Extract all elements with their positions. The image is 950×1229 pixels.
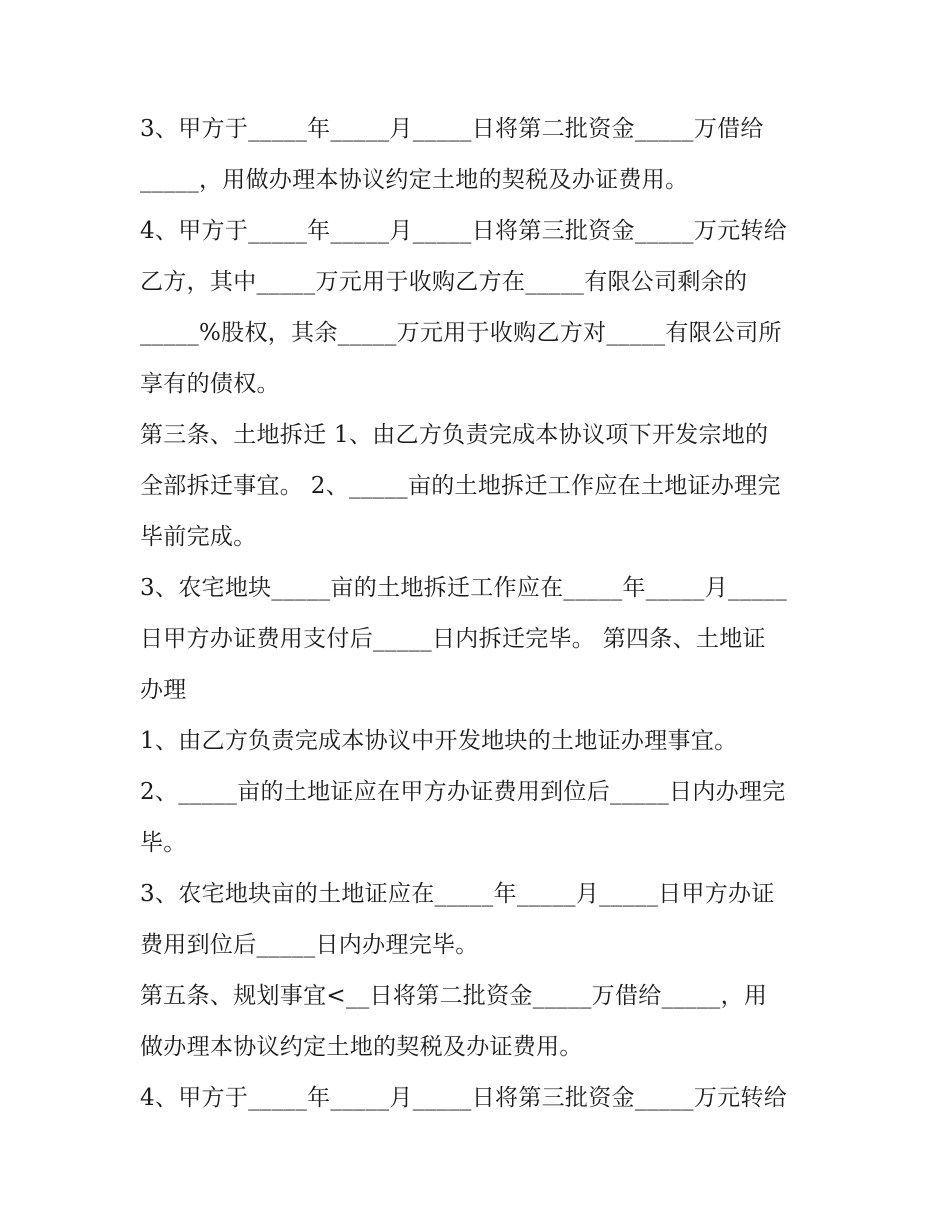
text-line: 第三条、土地拆迁 1、由乙方负责完成本协议项下开发宗地的 <box>140 422 769 448</box>
document-body <box>140 104 830 1124</box>
text-line: 1、由乙方负责完成本协议中开发地块的土地证办理事宜。 <box>140 728 738 754</box>
text-line: 费用到位后_____日内办理完毕。 <box>140 932 479 958</box>
text-line: 办理 <box>140 677 187 703</box>
text-line: 做办理本协议约定土地的契税及办证费用。 <box>140 1034 583 1060</box>
text-line: 全部拆迁事宜。 2、_____亩的土地拆迁工作应在土地证办理完 <box>140 473 781 499</box>
text-line: 日甲方办证费用支付后_____日内拆迁完毕。 第四条、土地证 <box>140 626 766 652</box>
text-line: 享有的债权。 <box>140 371 280 397</box>
text-line: 第五条、规划事宜<__日将第二批资金_____万借给_____，用 <box>140 983 768 1009</box>
text-line: 4、甲方于_____年_____月_____日将第三批资金_____万元转给 <box>140 218 788 244</box>
text-line: 乙方，其中_____万元用于收购乙方在_____有限公司剩余的 <box>140 269 748 295</box>
text-line: 3、农宅地块亩的土地证应在_____年_____月_____日甲方办证 <box>140 881 775 907</box>
text-line: 毕前完成。 <box>140 524 257 550</box>
text-line: 毕。 <box>140 830 187 856</box>
text-line: _____%股权，其余_____万元用于收购乙方对_____有限公司所 <box>140 320 782 346</box>
text-line: 3、农宅地块_____亩的土地拆迁工作应在_____年_____月_____ <box>140 575 788 601</box>
text-line: _____，用做办理本协议约定土地的契税及办证费用。 <box>140 167 689 193</box>
text-line: 4、甲方于_____年_____月_____日将第三批资金_____万元转给 <box>140 1085 788 1111</box>
text-line: 3、甲方于_____年_____月_____日将第二批资金_____万借给 <box>140 116 764 142</box>
text-line: 2、_____亩的土地证应在甲方办证费用到位后_____日内办理完 <box>140 779 786 805</box>
